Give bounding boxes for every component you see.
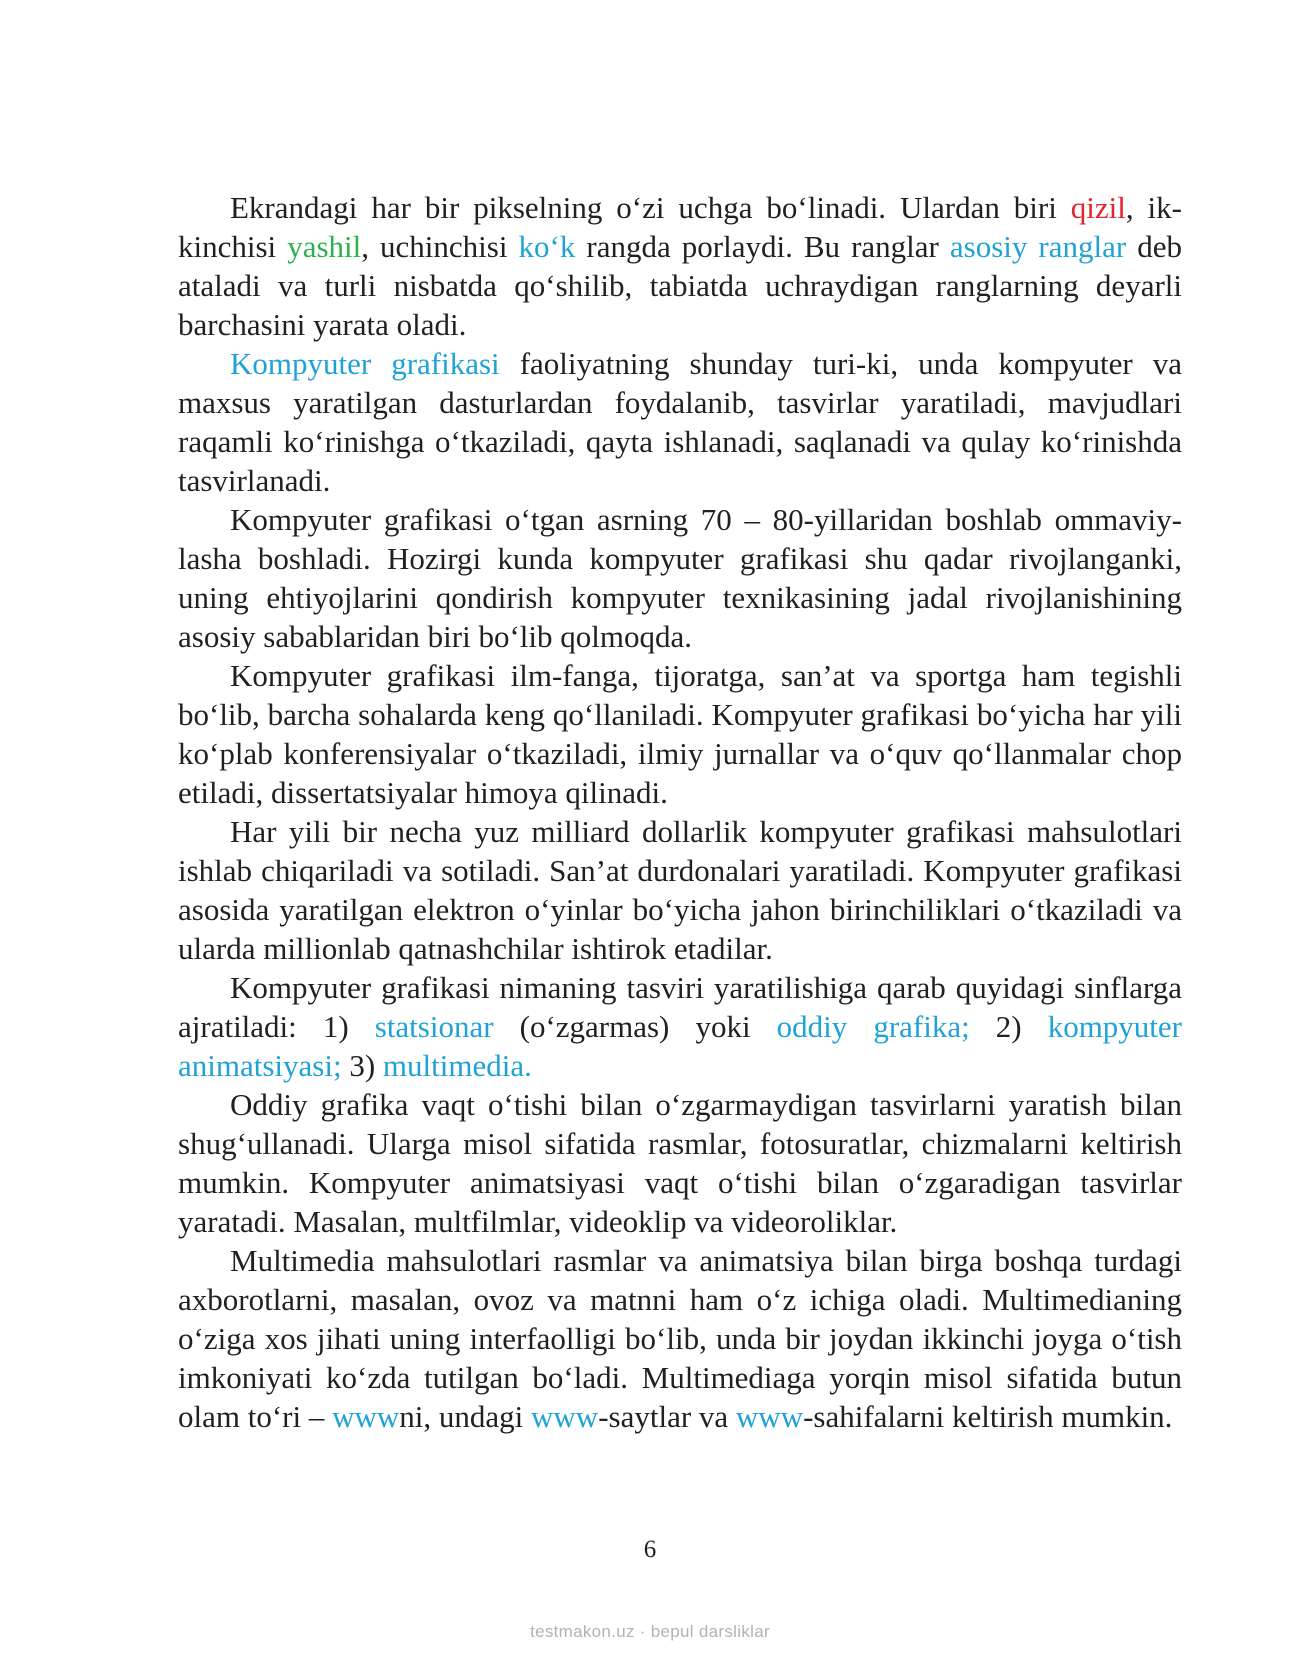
highlighted-term: www bbox=[332, 1399, 400, 1434]
text-segment: (o‘zgarmas) yoki bbox=[493, 1009, 777, 1044]
paragraph-1 bbox=[178, 188, 1182, 344]
paragraph-3 bbox=[178, 500, 1182, 656]
paragraph-2 bbox=[178, 344, 1182, 500]
page-body bbox=[178, 188, 1182, 1436]
text-segment: ni, undagi bbox=[399, 1399, 532, 1434]
watermark: testmakon.uz · bepul darsliklar bbox=[530, 1622, 770, 1641]
highlighted-term: oddiy grafika; bbox=[776, 1009, 970, 1044]
highlighted-term: statsionar bbox=[374, 1009, 494, 1044]
text-segment: 2) bbox=[969, 1009, 1048, 1044]
paragraph-4 bbox=[178, 656, 1182, 812]
highlighted-term: Kompyuter grafikasi bbox=[230, 346, 500, 381]
text-segment: , ikkinchisi bbox=[178, 190, 1182, 264]
text-segment: Ekrandagi har bir pikselning o‘zi uchga bo‘linadi. Ulardan biri bbox=[230, 190, 1071, 225]
highlighted-term: www bbox=[531, 1399, 599, 1434]
highlighted-term: asosiy ranglar bbox=[949, 229, 1127, 264]
highlighted-term: kompyuter animatsiyasi; bbox=[178, 1009, 1182, 1083]
text-segment: 3) bbox=[341, 1048, 383, 1083]
text-segment: Kompyuter grafikasi nimaning tasviri yaratilishiga qarab quyidagi sinflarga ajratiladi: 1) bbox=[178, 970, 1182, 1044]
highlighted-term: yashil bbox=[287, 229, 362, 264]
highlighted-term: ko‘k bbox=[518, 229, 576, 264]
page-number: 6 bbox=[643, 1536, 657, 1563]
paragraph-5 bbox=[178, 812, 1182, 968]
highlighted-term: qizil bbox=[1070, 190, 1126, 225]
text-segment: faoliyatning shunday turi-ki, unda kompyuter va maxsus yaratilgan dasturlardan foydalanib, tasvirlar yaratiladi, mavjudlari raqamli ko‘rinishga o‘tkaziladi, qayta ishlanadi, saqlanadi va qulay ko‘rinishda tasvirlanadi. bbox=[178, 346, 1182, 498]
text-segment: rangda porlaydi. Bu ranglar bbox=[575, 229, 950, 264]
text-segment: deb ataladi va turli nisbatda qo‘shilib, tabiatda uchraydigan ranglarning deyarli barchasini yarata oladi. bbox=[178, 229, 1183, 342]
text-segment: Oddiy grafika vaqt o‘tishi bilan o‘zgarmaydigan tasvirlarni yaratish bilan shug‘ullanadi. Ularga misol sifatida rasmlar, fotosuratlar, chizmalarni keltirish mumkin. Kompyuter animatsiyasi vaqt o‘tishi bilan o‘zgaradigan tasvirlar yaratadi. Masalan, multfilmlar, videoklip va videoroliklar. bbox=[178, 1087, 1182, 1239]
paragraph-6 bbox=[178, 968, 1182, 1085]
text-segment: -sahifalarni keltirish mumkin. bbox=[803, 1399, 1173, 1434]
text-segment: Kompyuter grafikasi ilm-fanga, tijoratga, san’at va sportga ham tegishli bo‘lib, barcha sohalarda keng qo‘llaniladi. Kompyuter grafikasi bo‘yicha har yili ko‘plab konferensiyalar o‘tkaziladi, ilmiy jurnallar va o‘quv qo‘llanmalar chop etiladi, dissertatsiyalar himoya qilinadi. bbox=[178, 658, 1182, 810]
highlighted-term: multimedia. bbox=[382, 1048, 532, 1083]
text-segment: -saytlar va bbox=[598, 1399, 736, 1434]
paragraph-7 bbox=[178, 1085, 1182, 1241]
text-segment: Har yili bir necha yuz milliard dollarlik kompyuter grafikasi mahsulotlari ishlab chiqariladi va sotiladi. San’at durdonalari yaratiladi. Kompyuter grafikasi asosida yaratilgan elektron o‘yinlar bo‘yicha jahon birinchiliklari o‘tkaziladi va ularda millionlab qatnashchilar ishtirok etadilar. bbox=[178, 814, 1182, 966]
highlighted-term: www bbox=[735, 1399, 804, 1434]
paragraph-8 bbox=[178, 1241, 1182, 1436]
text-segment: Kompyuter grafikasi o‘tgan asrning 70 – 80-yillaridan boshlab ommaviylasha boshladi. Hozirgi kunda kompyuter grafikasi shu qadar rivojlanganki, uning ehtiyojlarini qondirish kompyuter texnikasining jadal rivojlanishining asosiy sabablaridan biri bo‘lib qolmoqda. bbox=[178, 502, 1182, 654]
text-segment: , uchinchisi bbox=[361, 229, 519, 264]
text-segment: Multimedia mahsulotlari rasmlar va animatsiya bilan birga boshqa turdagi axborotlarni, masalan, ovoz va matnni ham o‘z ichiga oladi. Multimedianing o‘ziga xos jihati uning interfaolligi bo‘lib, unda bir joydan ikkinchi joyga o‘tish imkoniyati ko‘zda tutilgan bo‘ladi. Multimediaga yorqin misol sifatida butun olam to‘ri – bbox=[178, 1243, 1182, 1434]
